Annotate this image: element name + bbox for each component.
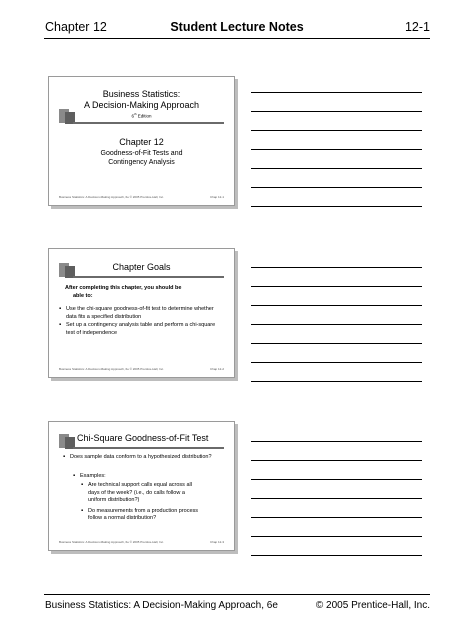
header-divider <box>44 38 430 39</box>
note-line <box>251 149 422 150</box>
slide-2-footer <box>59 367 224 371</box>
slide-3-bullet-item: ▪ Does sample data conform to a hypothesized distribution? <box>63 454 213 462</box>
slide-3-example-list <box>81 482 203 523</box>
slide-1-edition <box>49 112 234 119</box>
slide-1-edition-number: 6 <box>131 113 134 119</box>
note-line <box>251 206 422 207</box>
slide-2-intro <box>65 284 225 300</box>
footer-divider <box>44 594 430 595</box>
slide-1-subtitle-line1: Goodness-of-Fit Tests and <box>100 150 183 157</box>
slide-2-intro-line2: able to: <box>73 293 93 299</box>
slide-2-title: Chapter Goals <box>112 262 171 272</box>
note-line <box>251 111 422 112</box>
slide-3-title: Chi-Square Goodness-of-Fit Test <box>77 433 209 443</box>
note-line <box>251 305 422 306</box>
slide-1-subtitle <box>49 149 234 167</box>
slide-1-footer <box>59 195 224 199</box>
slide-1-divider <box>73 122 224 124</box>
slide-2-goal-list <box>59 305 219 337</box>
slide-1-thumbnail <box>48 76 235 206</box>
slide-2-title-underline <box>73 276 224 278</box>
header-title: Student Lecture Notes <box>170 20 304 34</box>
note-line <box>251 130 422 131</box>
note-line <box>251 343 422 344</box>
slide-1-edition-suffix: th <box>133 112 137 116</box>
slide-1-book-line1: Business Statistics: <box>102 89 181 99</box>
note-line <box>251 479 422 480</box>
footer-copyright: © 2005 Prentice-Hall, Inc. <box>315 600 430 611</box>
note-line <box>251 324 422 325</box>
slide-2-goal-item: ▪ Use the chi-square goodness-of-fit test to determine whether data fits a specified distribution <box>59 305 219 321</box>
note-line <box>251 187 422 188</box>
note-line <box>251 536 422 537</box>
slide-1-subtitle-line2: Contingency Analysis <box>108 159 175 166</box>
slide-2-intro-line1: After completing this chapter, you should be <box>65 285 182 291</box>
slide-1-chapter: Chapter 12 <box>119 137 164 147</box>
slide-3-footer-right: Chap 12-3 <box>209 540 224 544</box>
note-line <box>251 286 422 287</box>
slide-1-book-line2: A Decision-Making Approach <box>83 100 200 110</box>
slide-1-footer-left: Business Statistics: A Decision-Making Approach, 6e © 2005 Prentice-Hall, Inc. <box>59 195 164 199</box>
note-line <box>251 168 422 169</box>
note-line <box>251 555 422 556</box>
note-line <box>251 517 422 518</box>
note-line <box>251 267 422 268</box>
note-line <box>251 381 422 382</box>
slide-2-thumbnail <box>48 248 235 378</box>
slide-3-sub-list <box>73 473 213 481</box>
note-line <box>251 498 422 499</box>
header-chapter: Chapter 12 <box>45 20 107 34</box>
footer-book-title: Business Statistics: A Decision-Making Approach, 6e <box>45 600 278 611</box>
slide-2-footer-right: Chap 12-2 <box>209 367 224 371</box>
note-line <box>251 92 422 93</box>
slide-3-footer-left: Business Statistics: A Decision-Making Approach, 6e © 2005 Prentice-Hall, Inc. <box>59 540 164 544</box>
slide-3-example-item: ▪ Do measurements from a production process follow a normal distribution? <box>81 508 203 523</box>
slide-1-edition-word: Edition <box>137 113 152 119</box>
slide-2-goal-item: ▪ Set up a contingency analysis table and perform a chi-square test of independence <box>59 321 219 337</box>
note-line <box>251 362 422 363</box>
slide-3-sub-item: ▪ Examples: <box>73 473 213 481</box>
slide-2-footer-left: Business Statistics: A Decision-Making Approach, 6e © 2005 Prentice-Hall, Inc. <box>59 367 164 371</box>
note-line <box>251 441 422 442</box>
note-line <box>251 460 422 461</box>
slide-1-footer-right: Chap 12-1 <box>209 195 224 199</box>
slide-3-example-item: ▪ Are technical support calls equal across all days of the week? (i.e., do calls follow a uniform distribution?) <box>81 482 203 505</box>
slide-3-footer <box>59 540 224 544</box>
slide-3-bullet-list <box>63 454 213 462</box>
slide-3-title-underline <box>73 447 224 449</box>
slide-3-thumbnail <box>48 421 235 551</box>
slide-1-book-title <box>49 89 234 111</box>
slide-decoration-icon <box>59 434 77 448</box>
header-page-number: 12-1 <box>404 20 430 34</box>
